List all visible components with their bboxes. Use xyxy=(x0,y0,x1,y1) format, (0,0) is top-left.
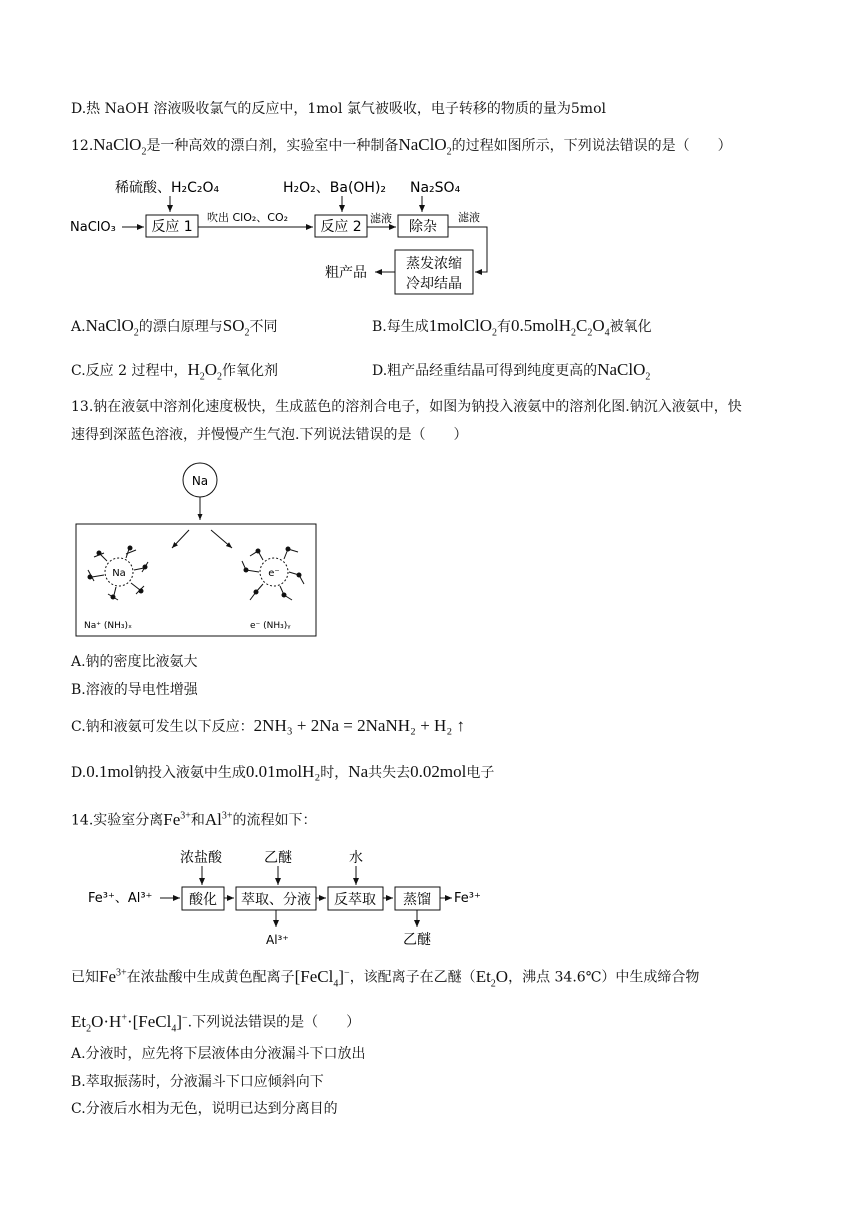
q13-electron: e⁻ xyxy=(268,568,280,579)
q14-box-3-label: 反萃取 xyxy=(334,892,376,908)
q12-box-4-line-1: 蒸发浓缩 xyxy=(406,256,462,272)
q14-known-line-2: $Et_2O\cdot H^+\cdot[FeCl_4]^-$.下列说法错误的是（ ） xyxy=(71,1011,361,1035)
q13-diagram-frame xyxy=(76,524,316,636)
q12-box-1-label: 反应 1 xyxy=(151,219,193,235)
q14-box-4-label: 蒸馏 xyxy=(403,892,431,908)
q14-start: Fe³⁺、Al³⁺ xyxy=(88,891,153,906)
q14-output-al: Al³⁺ xyxy=(266,933,289,947)
q14-option-b: B.萃取振荡时，分液漏斗下口应倾斜向下 xyxy=(71,1074,324,1090)
q14-reagent-3: 水 xyxy=(349,850,363,866)
q14-option-a: A.分液时，应先将下层液体由分液漏斗下口放出 xyxy=(71,1046,366,1062)
q14-reagent-2: 乙醚 xyxy=(264,850,292,866)
formula-naclo2: NaClO xyxy=(93,135,142,154)
q12-stem-text-a: 是一种高效的漂白剂，实验室中一种制备 xyxy=(146,138,399,154)
q12-arrow-1-label: 吹出 ClO₂、CO₂ xyxy=(207,211,289,224)
q12-box-4-line-2: 冷却结晶 xyxy=(406,276,462,292)
q12-start: NaClO₃ xyxy=(70,220,116,235)
q14-option-c: C.分液后水相为无色，说明已达到分离目的 xyxy=(71,1101,338,1117)
q12-reagents-1: 稀硫酸、H₂C₂O₄ xyxy=(115,180,220,196)
q12-arrow-2-label: 滤液 xyxy=(370,212,392,225)
q12-reagents-2: H₂O₂、Ba(OH)₂ xyxy=(283,180,387,196)
q12-product: 粗产品 xyxy=(325,265,367,281)
q14-reagent-1: 浓盐酸 xyxy=(180,850,222,866)
q12-option-b: B.每生成1molClO$_2$有$0.5molH_2C_2O_4$被氧化 xyxy=(372,316,652,339)
q12-option-c: C.反应 2 过程中，$H_2O_2$作氧化剂 xyxy=(71,360,279,383)
q12-box-3-label: 除杂 xyxy=(409,219,437,235)
q12-stem-text-b: 的过程如图所示，下列说法错误的是（ ） xyxy=(451,138,732,154)
q12-arrow-3-label: 滤液 xyxy=(458,211,480,224)
q13-equation: 2NH₃ + 2Na = 2NaNH₂ + H₂ ↑ xyxy=(253,716,465,735)
q12-flow-diagram xyxy=(70,172,500,302)
q13-na-ion: Na xyxy=(112,568,126,579)
q13-stem-line-2: 速得到深蓝色溶液，并慢慢产生气泡.下列说法错误的是（ ） xyxy=(71,427,468,443)
q13-right-label: e⁻ (NH₃)ᵧ xyxy=(250,621,291,631)
question-number: 12. xyxy=(71,138,94,154)
q13-left-label: Na⁺ (NH₃)ₓ xyxy=(84,621,132,631)
q14-box-2-label: 萃取、分液 xyxy=(241,892,311,908)
q11-option-d: D.热 NaOH 溶液吸收氯气的反应中，1mol 氯气被吸收，电子转移的物质的量为5mol xyxy=(71,101,606,117)
q13-option-b: B.溶液的导电性增强 xyxy=(71,682,198,698)
q14-box-1-label: 酸化 xyxy=(189,892,217,908)
q13-option-a: A.钠的密度比液氨大 xyxy=(71,654,198,670)
q13-option-c: C.钠和液氨可发生以下反应：2NH₃ + 2Na = 2NaNH₂ + H₂ ↑ xyxy=(71,716,465,735)
q14-end: Fe³⁺ xyxy=(454,891,481,906)
q12-reagents-3: Na₂SO₄ xyxy=(410,180,461,196)
q14-flow-diagram xyxy=(88,845,498,950)
q13-option-d: D.0.1mol钠投入液氨中生成0.01molH₂时，Na共失去0.02mol电子 xyxy=(71,762,495,781)
q12-option-d: D.粗产品经重结晶可得到纯度更高的NaClO$_2$ xyxy=(372,360,651,383)
q13-na-top: Na xyxy=(191,474,209,488)
q12-box-2-label: 反应 2 xyxy=(320,219,362,235)
q14-stem: 14.实验室分离$Fe^{3+}$和$Al^{3+}$的流程如下： xyxy=(71,809,317,829)
q13-solvation-diagram xyxy=(74,460,319,638)
q14-output-ether: 乙醚 xyxy=(403,932,431,948)
q12-option-a: A.NaClO$_2$的漂白原理与$SO_2$不同 xyxy=(71,316,278,339)
q12-stem: 12.NaClO$_2$是一种高效的漂白剂，实验室中一种制备NaClO$_2$的过程如图所示，下列说法错误的是（ ） xyxy=(71,135,732,158)
q13-stem-line-1: 13.钠在液氨中溶剂化速度极快，生成蓝色的溶剂合电子，如图为钠投入液氨中的溶剂化图.钠沉入液氨中，快 xyxy=(71,399,742,415)
q14-known-line-1: 已知$Fe^{3+}$在浓盐酸中生成黄色配离子[FeCl$_4$]−，该配离子在乙醚（$Et_2O$，沸点 34.6℃）中生成缔合物 xyxy=(71,966,700,990)
